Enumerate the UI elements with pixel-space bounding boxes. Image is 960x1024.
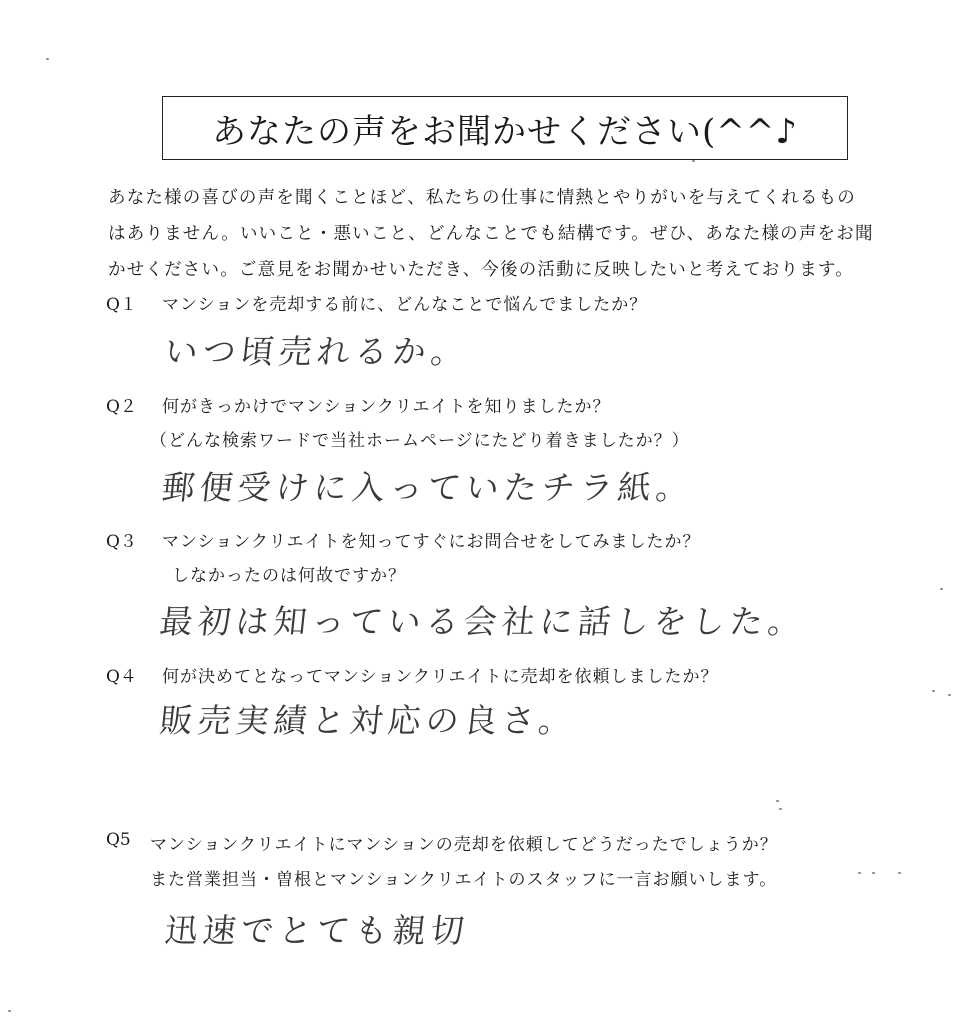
handwritten-answer: いつ頃売れるか。 <box>162 332 471 371</box>
scan-speck <box>776 800 779 802</box>
intro-line: かせください。ご意見をお聞かせいただき、今後の活動に反映したいと考えております。 <box>108 260 854 280</box>
question-text: 何が決めてとなってマンションクリエイトに売却を依頼しましたか？ <box>162 667 719 687</box>
question-label: Q３ <box>106 532 137 552</box>
question-text: マンションクリエイトにマンションの売却を依頼してどうだったでしょうか？ <box>150 835 778 855</box>
question-text: また営業担当・曽根とマンションクリエイトのスタッフに一言お願いします。 <box>150 870 778 890</box>
question-text: 何がきっかけでマンションクリエイトを知りましたか？ <box>162 397 611 417</box>
question-text: マンションクリエイトを知ってすぐにお問合せをしてみましたか？ <box>162 532 701 552</box>
scan-speck <box>948 694 951 696</box>
intro-line: はありません。いいこと・悪いこと、どんなことでも結構です。ぜひ、あなた様の声をお聞 <box>108 224 874 244</box>
intro-line: あなた様の喜びの声を聞くことほど、私たちの仕事に情熱とやりがいを与えてくれるもの <box>108 188 856 208</box>
scan-speck <box>898 872 901 874</box>
scan-speck <box>779 808 782 810</box>
handwritten-answer: 郵便受けに入っていたチラ紙。 <box>159 468 696 507</box>
scan-speck <box>692 160 695 162</box>
question-text: （どんな検索ワードで当社ホームページにたどり着きましたか？） <box>150 431 690 451</box>
scan-speck <box>872 872 875 874</box>
question-text: マンションを売却する前に、どんなことで悩んでましたか？ <box>162 295 648 315</box>
question-text: しなかったのは何故ですか？ <box>172 566 406 586</box>
scan-speck <box>940 588 943 590</box>
question-label: Q２ <box>106 397 137 417</box>
title-box <box>162 96 848 160</box>
scan-speck <box>46 58 49 60</box>
page-title: あなたの声をお聞かせください(^^♪ <box>212 111 798 152</box>
question-label: Q４ <box>106 667 137 687</box>
question-label: Q１ <box>106 295 137 315</box>
scan-speck <box>932 690 935 692</box>
scan-speck <box>858 872 861 874</box>
question-label: Q5 <box>106 830 131 850</box>
handwritten-answer: 販売実績と対応の良さ。 <box>157 701 579 740</box>
handwritten-answer: 迅速でとても親切 <box>162 911 471 950</box>
handwritten-answer: 最初は知っている会社に話しをした。 <box>157 602 808 641</box>
scan-speck <box>8 1010 11 1012</box>
